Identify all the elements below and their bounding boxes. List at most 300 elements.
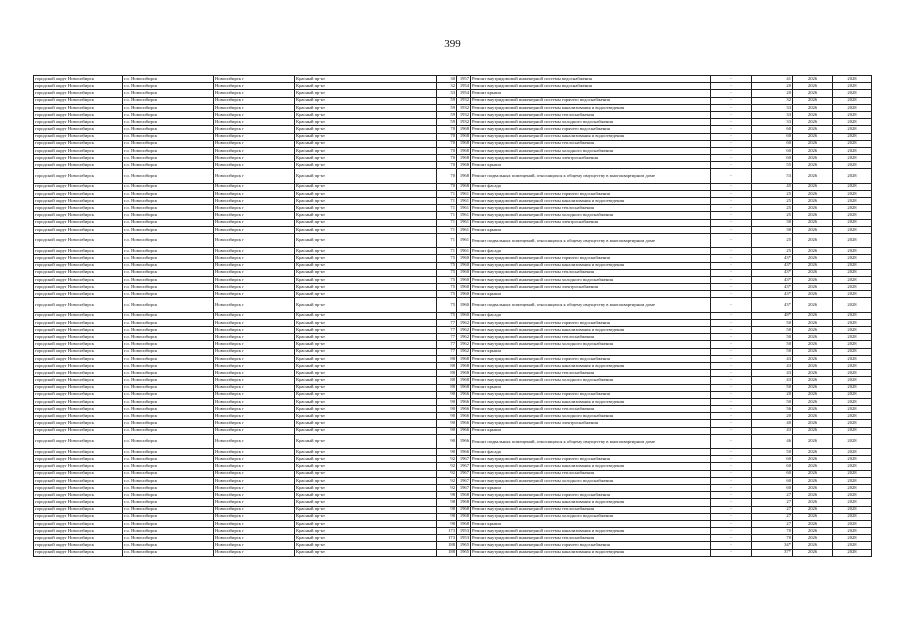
municipality-cell: городской округ Новосибирск (34, 456, 123, 463)
table-row (34, 327, 872, 334)
year-built-cell: 1966 (457, 420, 471, 427)
dash-cell: - (711, 284, 752, 291)
district-cell: г.о. Новосибирск (123, 391, 214, 398)
table-row (34, 334, 872, 341)
start-year-cell: 2026 (793, 327, 833, 334)
cost-cell: 25 (752, 205, 793, 212)
start-year-cell: 2026 (793, 449, 833, 456)
house-number-cell: 71 (437, 233, 457, 247)
start-year-cell: 2026 (793, 291, 833, 298)
end-year-cell: 2028 (833, 312, 872, 319)
city-cell: Новосибирск г (214, 248, 295, 255)
table-row (34, 520, 872, 527)
work-type-cell: Ремонт крыши (471, 484, 711, 491)
street-cell: Красный пр-кт (295, 126, 437, 133)
cost-cell: 46 (752, 434, 793, 448)
work-type-cell: Ремонт внутридомовой инженерной системы холодного водоснабжения (471, 513, 711, 520)
city-cell: Новосибирск г (214, 391, 295, 398)
year-built-cell: 1960 (457, 291, 471, 298)
table-row (34, 549, 872, 556)
work-type-cell: Ремонт внутридомовой инженерной системы канализования и водоотведения (471, 398, 711, 405)
municipality-cell: городской округ Новосибирск (34, 542, 123, 549)
work-type-cell: Ремонт крыши (471, 291, 711, 298)
city-cell: Новосибирск г (214, 83, 295, 90)
street-cell: Красный пр-кт (295, 434, 437, 448)
year-built-cell: 1960 (457, 298, 471, 312)
cost-cell: 30 (752, 226, 793, 233)
dash-cell: - (711, 499, 752, 506)
start-year-cell: 2026 (793, 76, 833, 83)
start-year-cell: 2026 (793, 140, 833, 147)
house-number-cell: 90 (437, 420, 457, 427)
work-type-cell: Ремонт внутридомовой инженерной системы теплоснабжения (471, 269, 711, 276)
table-row (34, 463, 872, 470)
year-built-cell: 1968 (457, 355, 471, 362)
city-cell: Новосибирск г (214, 126, 295, 133)
end-year-cell: 2028 (833, 456, 872, 463)
house-number-cell: 90 (437, 449, 457, 456)
start-year-cell: 2026 (793, 456, 833, 463)
street-cell: Красный пр-кт (295, 284, 437, 291)
street-cell: Красный пр-кт (295, 140, 437, 147)
city-cell: Новосибирск г (214, 162, 295, 169)
dash-cell: - (711, 255, 752, 262)
house-number-cell: 92 (437, 484, 457, 491)
year-built-cell: 1968 (457, 126, 471, 133)
work-type-cell: Ремонт внутридомовой инженерной системы электроснабжения (471, 420, 711, 427)
municipality-cell: городской округ Новосибирск (34, 427, 123, 434)
house-number-cell: 75 (437, 255, 457, 262)
work-type-cell: Ремонт внутридомовой инженерной системы горячего водоснабжения (471, 456, 711, 463)
table-row (34, 183, 872, 190)
dash-cell: - (711, 248, 752, 255)
street-cell: Красный пр-кт (295, 219, 437, 226)
end-year-cell: 2028 (833, 513, 872, 520)
table-row (34, 205, 872, 212)
cost-cell: 60 (752, 147, 793, 154)
cost-cell: 43* (752, 262, 793, 269)
start-year-cell: 2026 (793, 528, 833, 535)
city-cell: Новосибирск г (214, 484, 295, 491)
cost-cell: 20 (752, 391, 793, 398)
year-built-cell: 1953 (457, 528, 471, 535)
house-number-cell: 98 (437, 506, 457, 513)
cost-cell: 60 (752, 140, 793, 147)
cost-cell: 50 (752, 334, 793, 341)
start-year-cell: 2026 (793, 298, 833, 312)
district-cell: г.о. Новосибирск (123, 90, 214, 97)
city-cell: Новосибирск г (214, 506, 295, 513)
district-cell: г.о. Новосибирск (123, 492, 214, 499)
table-row (34, 262, 872, 269)
district-cell: г.о. Новосибирск (123, 248, 214, 255)
city-cell: Новосибирск г (214, 463, 295, 470)
street-cell: Красный пр-кт (295, 370, 437, 377)
district-cell: г.о. Новосибирск (123, 377, 214, 384)
cost-cell: 43* (752, 269, 793, 276)
end-year-cell: 2028 (833, 528, 872, 535)
end-year-cell: 2028 (833, 355, 872, 362)
end-year-cell: 2028 (833, 133, 872, 140)
district-cell: г.о. Новосибирск (123, 276, 214, 283)
cost-cell: 27 (752, 520, 793, 527)
year-built-cell: 1967 (457, 484, 471, 491)
end-year-cell: 2028 (833, 269, 872, 276)
house-number-cell: 32 (437, 83, 457, 90)
table-row (34, 147, 872, 154)
house-number-cell: 71 (437, 212, 457, 219)
house-number-cell: 70 (437, 155, 457, 162)
house-number-cell: 77 (437, 341, 457, 348)
end-year-cell: 2028 (833, 327, 872, 334)
district-cell: г.о. Новосибирск (123, 348, 214, 355)
street-cell: Красный пр-кт (295, 456, 437, 463)
year-built-cell: 1932 (457, 97, 471, 104)
start-year-cell: 2026 (793, 155, 833, 162)
district-cell: г.о. Новосибирск (123, 226, 214, 233)
year-built-cell: 1960 (457, 255, 471, 262)
municipality-cell: городской округ Новосибирск (34, 420, 123, 427)
dash-cell: - (711, 298, 752, 312)
year-built-cell: 1968 (457, 162, 471, 169)
year-built-cell: 1967 (457, 470, 471, 477)
work-type-cell: Ремонт внутридомовой инженерной системы электроснабжения (471, 219, 711, 226)
table-row (34, 384, 872, 391)
district-cell: г.о. Новосибирск (123, 362, 214, 369)
start-year-cell: 2026 (793, 147, 833, 154)
municipality-cell: городской округ Новосибирск (34, 535, 123, 542)
end-year-cell: 2028 (833, 126, 872, 133)
table-row (34, 104, 872, 111)
end-year-cell: 2028 (833, 190, 872, 197)
table-row (34, 492, 872, 499)
municipality-cell: городской округ Новосибирск (34, 190, 123, 197)
work-type-cell: Ремонт внутридомовой инженерной системы канализования и водоотведения (471, 327, 711, 334)
dash-cell: - (711, 119, 752, 126)
year-built-cell: 1962 (457, 334, 471, 341)
year-built-cell: 1962 (457, 319, 471, 326)
start-year-cell: 2026 (793, 97, 833, 104)
start-year-cell: 2026 (793, 198, 833, 205)
municipality-cell: городской округ Новосибирск (34, 226, 123, 233)
year-built-cell: 1961 (457, 190, 471, 197)
end-year-cell: 2028 (833, 319, 872, 326)
house-number-cell: 59 (437, 119, 457, 126)
house-number-cell: 90 (437, 398, 457, 405)
page-number: 399 (444, 38, 461, 50)
city-cell: Новосибирск г (214, 233, 295, 247)
year-built-cell: 1932 (457, 119, 471, 126)
end-year-cell: 2028 (833, 248, 872, 255)
municipality-cell: городской округ Новосибирск (34, 355, 123, 362)
city-cell: Новосибирск г (214, 169, 295, 183)
district-cell: г.о. Новосибирск (123, 169, 214, 183)
district-cell: г.о. Новосибирск (123, 312, 214, 319)
street-cell: Красный пр-кт (295, 477, 437, 484)
municipality-cell: городской округ Новосибирск (34, 341, 123, 348)
district-cell: г.о. Новосибирск (123, 334, 214, 341)
year-built-cell: 1968 (457, 499, 471, 506)
city-cell: Новосибирск г (214, 456, 295, 463)
start-year-cell: 2026 (793, 484, 833, 491)
city-cell: Новосибирск г (214, 420, 295, 427)
house-number-cell: 88 (437, 377, 457, 384)
work-type-cell: Ремонт внутридомовой инженерной системы теплоснабжения (471, 406, 711, 413)
dash-cell: - (711, 169, 752, 183)
start-year-cell: 2026 (793, 549, 833, 556)
cost-cell: 56 (752, 406, 793, 413)
cost-cell: 30 (752, 219, 793, 226)
city-cell: Новосибирск г (214, 377, 295, 384)
cost-cell: 27 (752, 492, 793, 499)
start-year-cell: 2026 (793, 169, 833, 183)
start-year-cell: 2026 (793, 434, 833, 448)
year-built-cell: 1968 (457, 492, 471, 499)
house-number-cell: 75 (437, 298, 457, 312)
start-year-cell: 2026 (793, 183, 833, 190)
start-year-cell: 2026 (793, 499, 833, 506)
end-year-cell: 2028 (833, 477, 872, 484)
municipality-cell: городской округ Новосибирск (34, 205, 123, 212)
end-year-cell: 2028 (833, 155, 872, 162)
end-year-cell: 2028 (833, 212, 872, 219)
year-built-cell: 1968 (457, 520, 471, 527)
street-cell: Красный пр-кт (295, 183, 437, 190)
start-year-cell: 2026 (793, 133, 833, 140)
house-number-cell: 77 (437, 319, 457, 326)
city-cell: Новосибирск г (214, 334, 295, 341)
house-number-cell: 173 (437, 535, 457, 542)
municipality-cell: городской округ Новосибирск (34, 198, 123, 205)
end-year-cell: 2028 (833, 420, 872, 427)
street-cell: Красный пр-кт (295, 269, 437, 276)
start-year-cell: 2026 (793, 370, 833, 377)
municipality-cell: городской округ Новосибирск (34, 384, 123, 391)
year-built-cell: 1968 (457, 506, 471, 513)
table-row (34, 169, 872, 183)
district-cell: г.о. Новосибирск (123, 147, 214, 154)
municipality-cell: городской округ Новосибирск (34, 97, 123, 104)
house-number-cell: 70 (437, 147, 457, 154)
district-cell: г.о. Новосибирск (123, 398, 214, 405)
year-built-cell: 1961 (457, 219, 471, 226)
cost-cell: 37* (752, 549, 793, 556)
municipality-cell: городской округ Новосибирск (34, 406, 123, 413)
cost-cell: 27 (752, 506, 793, 513)
table-row (34, 456, 872, 463)
municipality-cell: городской округ Новосибирск (34, 104, 123, 111)
table-row (34, 477, 872, 484)
end-year-cell: 2028 (833, 162, 872, 169)
district-cell: г.о. Новосибирск (123, 198, 214, 205)
start-year-cell: 2026 (793, 312, 833, 319)
house-number-cell: 75 (437, 269, 457, 276)
city-cell: Новосибирск г (214, 226, 295, 233)
dash-cell: - (711, 506, 752, 513)
cost-cell: 55 (752, 162, 793, 169)
street-cell: Красный пр-кт (295, 233, 437, 247)
end-year-cell: 2028 (833, 226, 872, 233)
district-cell: г.о. Новосибирск (123, 427, 214, 434)
year-built-cell: 1954 (457, 83, 471, 90)
work-type-cell: Ремонт внутридомовой инженерной системы горячего водоснабжения (471, 542, 711, 549)
street-cell: Красный пр-кт (295, 549, 437, 556)
city-cell: Новосибирск г (214, 492, 295, 499)
year-built-cell: 1968 (457, 155, 471, 162)
year-built-cell: 1968 (457, 513, 471, 520)
municipality-cell: городской округ Новосибирск (34, 327, 123, 334)
start-year-cell: 2026 (793, 406, 833, 413)
district-cell: г.о. Новосибирск (123, 420, 214, 427)
street-cell: Красный пр-кт (295, 76, 437, 83)
cost-cell: 50 (752, 348, 793, 355)
work-type-cell: Ремонт подвальных помещений, относящихся к общему имуществу в многоквартирном доме (471, 169, 711, 183)
table-row (34, 348, 872, 355)
end-year-cell: 2028 (833, 111, 872, 118)
dash-cell: - (711, 205, 752, 212)
street-cell: Красный пр-кт (295, 463, 437, 470)
year-built-cell: 1965 (457, 549, 471, 556)
end-year-cell: 2028 (833, 219, 872, 226)
table-row (34, 528, 872, 535)
dash-cell: - (711, 362, 752, 369)
year-built-cell: 1962 (457, 327, 471, 334)
work-type-cell: Ремонт внутридомовой инженерной системы холодного водоснабжения (471, 212, 711, 219)
end-year-cell: 2028 (833, 484, 872, 491)
end-year-cell: 2028 (833, 463, 872, 470)
city-cell: Новосибирск г (214, 212, 295, 219)
dash-cell: - (711, 133, 752, 140)
street-cell: Красный пр-кт (295, 226, 437, 233)
work-type-cell: Ремонт внутридомовой инженерной системы канализования и водоотведения (471, 528, 711, 535)
end-year-cell: 2028 (833, 341, 872, 348)
work-type-cell: Ремонт крыши (471, 348, 711, 355)
cost-cell: 50 (752, 341, 793, 348)
work-type-cell: Ремонт крыши (471, 226, 711, 233)
street-cell: Красный пр-кт (295, 190, 437, 197)
municipality-cell: городской округ Новосибирск (34, 162, 123, 169)
dash-cell: - (711, 477, 752, 484)
dash-cell: - (711, 456, 752, 463)
start-year-cell: 2026 (793, 162, 833, 169)
year-built-cell: 1960 (457, 262, 471, 269)
dash-cell: - (711, 334, 752, 341)
house-number-cell: 77 (437, 348, 457, 355)
district-cell: г.о. Новосибирск (123, 506, 214, 513)
municipality-cell: городской округ Новосибирск (34, 133, 123, 140)
dash-cell: - (711, 162, 752, 169)
cost-cell: 60 (752, 463, 793, 470)
start-year-cell: 2026 (793, 190, 833, 197)
street-cell: Красный пр-кт (295, 427, 437, 434)
city-cell: Новосибирск г (214, 97, 295, 104)
house-number-cell: 70 (437, 169, 457, 183)
start-year-cell: 2026 (793, 362, 833, 369)
cost-cell: 43 (752, 355, 793, 362)
cost-cell: 43* (752, 284, 793, 291)
city-cell: Новосибирск г (214, 155, 295, 162)
municipality-cell: городской округ Новосибирск (34, 76, 123, 83)
year-built-cell: 1961 (457, 248, 471, 255)
house-number-cell: 90 (437, 391, 457, 398)
start-year-cell: 2026 (793, 492, 833, 499)
work-type-cell: Ремонт внутридомовой инженерной системы водоснабжения (471, 76, 711, 83)
end-year-cell: 2028 (833, 276, 872, 283)
district-cell: г.о. Новосибирск (123, 262, 214, 269)
table-row (34, 398, 872, 405)
cost-cell: 33 (752, 111, 793, 118)
end-year-cell: 2028 (833, 535, 872, 542)
cost-cell: 60 (752, 484, 793, 491)
street-cell: Красный пр-кт (295, 133, 437, 140)
cost-cell: 33 (752, 119, 793, 126)
municipality-cell: городской округ Новосибирск (34, 470, 123, 477)
end-year-cell: 2028 (833, 384, 872, 391)
street-cell: Красный пр-кт (295, 513, 437, 520)
table-row (34, 434, 872, 448)
cost-cell: 60 (752, 477, 793, 484)
cost-cell: 50 (752, 384, 793, 391)
table-row (34, 427, 872, 434)
district-cell: г.о. Новосибирск (123, 255, 214, 262)
end-year-cell: 2028 (833, 520, 872, 527)
district-cell: г.о. Новосибирск (123, 319, 214, 326)
cost-cell: 43 (752, 370, 793, 377)
district-cell: г.о. Новосибирск (123, 140, 214, 147)
street-cell: Красный пр-кт (295, 262, 437, 269)
year-built-cell: 1960 (457, 284, 471, 291)
year-built-cell: 1962 (457, 348, 471, 355)
start-year-cell: 2026 (793, 355, 833, 362)
dash-cell: - (711, 83, 752, 90)
cost-cell: 60 (752, 470, 793, 477)
municipality-cell: городской округ Новосибирск (34, 549, 123, 556)
city-cell: Новосибирск г (214, 119, 295, 126)
cost-cell: 43* (752, 276, 793, 283)
start-year-cell: 2026 (793, 219, 833, 226)
table-row (34, 233, 872, 247)
start-year-cell: 2026 (793, 427, 833, 434)
district-cell: г.о. Новосибирск (123, 370, 214, 377)
dash-cell: - (711, 470, 752, 477)
cost-cell: 50 (752, 327, 793, 334)
end-year-cell: 2028 (833, 348, 872, 355)
start-year-cell: 2026 (793, 205, 833, 212)
work-type-cell: Ремонт внутридомовой инженерной системы холодного водоснабжения (471, 119, 711, 126)
cost-cell: 60 (752, 126, 793, 133)
city-cell: Новосибирск г (214, 327, 295, 334)
street-cell: Красный пр-кт (295, 484, 437, 491)
cost-cell: 43 (752, 377, 793, 384)
house-number-cell: 75 (437, 276, 457, 283)
year-built-cell: 1967 (457, 477, 471, 484)
municipality-cell: городской округ Новосибирск (34, 169, 123, 183)
district-cell: г.о. Новосибирск (123, 162, 214, 169)
dash-cell: - (711, 190, 752, 197)
house-number-cell: 59 (437, 111, 457, 118)
cost-cell: 40 (752, 420, 793, 427)
municipality-cell: городской округ Новосибирск (34, 248, 123, 255)
year-built-cell: 1968 (457, 384, 471, 391)
district-cell: г.о. Новосибирск (123, 133, 214, 140)
city-cell: Новосибирск г (214, 384, 295, 391)
municipality-cell: городской округ Новосибирск (34, 463, 123, 470)
dash-cell: - (711, 262, 752, 269)
work-type-cell: Ремонт крыши (471, 162, 711, 169)
cost-cell: 25 (752, 198, 793, 205)
work-type-cell: Ремонт внутридомовой инженерной системы электроснабжения (471, 284, 711, 291)
street-cell: Красный пр-кт (295, 312, 437, 319)
